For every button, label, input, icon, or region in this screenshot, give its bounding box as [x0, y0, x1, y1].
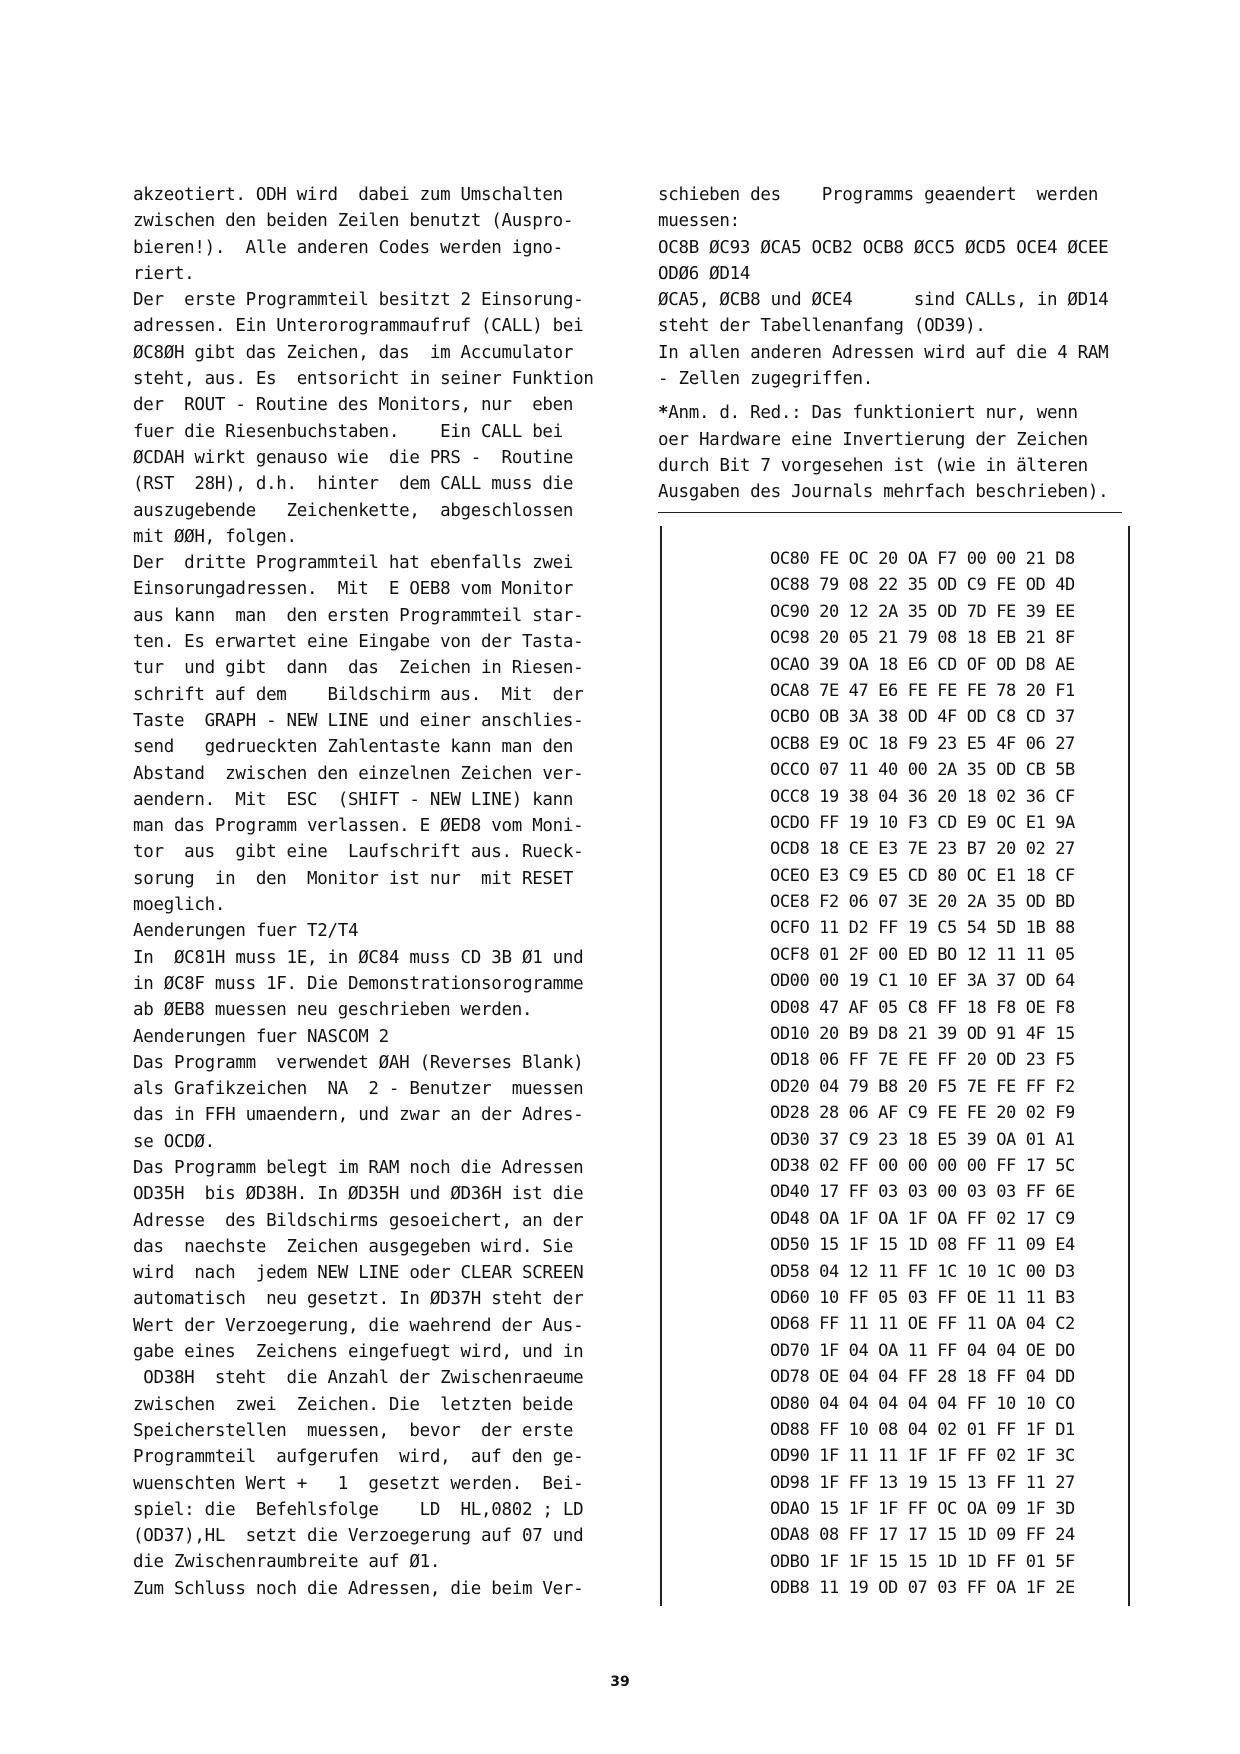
text-line: ØCA5, ØCB8 und ØCE4 sind CALLs, in ØD14 [658, 290, 1109, 311]
right-text-column [658, 182, 1130, 506]
text-line: zwischen den beiden Zeilen benutzt (Auspro- [133, 211, 574, 232]
text-line: ten. Es erwartet eine Eingabe von der Tasta- [133, 632, 584, 653]
hex-row: OD80 04 04 04 04 04 FF 10 10 CO [770, 1393, 1075, 1414]
text-line: (RST 28H), d.h. hinter dem CALL muss die [133, 474, 574, 495]
text-line: In allen anderen Adressen wird auf die 4 RAM [658, 342, 1109, 363]
note-line: Anm. d. Red.: Das funktioniert nur, wenn [668, 403, 1078, 424]
text-line: OD35H bis ØD38H. In ØD35H und ØD36H ist die [133, 1184, 584, 1205]
text-line: Aenderungen fuer NASCOM 2 [133, 1026, 389, 1047]
text-line: sorung in den Monitor ist nur mit RESET [133, 868, 574, 889]
text-line: fuer die Riesenbuchstaben. Ein CALL bei [133, 421, 563, 442]
hex-row: OCC8 19 38 04 36 20 18 02 36 CF [770, 786, 1075, 807]
text-line: Adresse des Bildschirms gesoeichert, an der [133, 1210, 584, 1231]
text-line: wird nach jedem NEW LINE oder CLEAR SCREEN [133, 1263, 584, 1284]
hex-row: OD10 20 B9 D8 21 39 OD 91 4F 15 [770, 1024, 1075, 1045]
text-line: muessen: [658, 211, 740, 232]
note-line-row [658, 479, 1130, 505]
page-number: 39 [610, 1674, 630, 1690]
left-text-column [133, 182, 613, 1602]
text-line: wuenschten Wert + 1 gesetzt werden. Bei- [133, 1473, 584, 1494]
hex-row: OD88 FF 10 08 04 02 01 FF 1F D1 [770, 1419, 1075, 1440]
text-line: ODØ6 ØD14 [658, 263, 751, 284]
text-line: die Zwischenraumbreite auf Ø1. [133, 1552, 441, 1573]
hex-row: OD18 06 FF 7E FE FF 20 OD 23 F5 [770, 1050, 1075, 1071]
text-line: se OCDØ. [133, 1131, 215, 1152]
hex-row: OCB8 E9 OC 18 F9 23 E5 4F 06 27 [770, 733, 1075, 754]
hex-row: ODBO 1F 1F 15 15 1D 1D FF 01 5F [770, 1551, 1075, 1572]
text-line: moeglich. [133, 895, 226, 916]
hex-row: OD48 OA 1F OA 1F OA FF 02 17 C9 [770, 1208, 1075, 1229]
hex-row: OD20 04 79 B8 20 F5 7E FE FF F2 [770, 1076, 1075, 1097]
text-line: mit ØØH, folgen. [133, 526, 297, 547]
text-line: (OD37),HL setzt die Verzoegerung auf 07 und [133, 1526, 584, 1547]
text-line: Abstand zwischen den einzelnen Zeichen ver- [133, 763, 584, 784]
hex-row: OD00 00 19 C1 10 EF 3A 37 OD 64 [770, 971, 1075, 992]
hex-row: OCE8 F2 06 07 3E 20 2A 35 OD BD [770, 892, 1075, 913]
text-line: bieren!). Alle anderen Codes werden igno- [133, 237, 563, 258]
text-line: gabe eines Zeichens eingefuegt wird, und in [133, 1342, 584, 1363]
text-line: aus kann man den ersten Programmteil star- [133, 605, 584, 626]
text-line: spiel: die Befehlsfolge LD HL,0802 ; LD [133, 1499, 584, 1520]
note-line-row [658, 453, 1130, 479]
text-line: als Grafikzeichen NA 2 - Benutzer muessen [133, 1079, 584, 1100]
text-line: auszugebende Zeichenkette, abgeschlossen [133, 500, 574, 521]
divider-line [658, 512, 1122, 513]
hex-row: OCEO E3 C9 E5 CD 80 OC E1 18 CF [770, 865, 1075, 886]
text-line: OC8B ØC93 ØCA5 OCB2 OCB8 ØCC5 ØCD5 OCE4 ØCEE [658, 237, 1109, 258]
text-line: aendern. Mit ESC (SHIFT - NEW LINE) kann [133, 789, 574, 810]
text-line: akzeotiert. ODH wird dabei zum Umschalten [133, 185, 563, 205]
text-line: ØC8ØH gibt das Zeichen, das im Accumulator [133, 342, 574, 363]
text-line: tor aus gibt eine Laufschrift aus. Rueck- [133, 842, 584, 863]
text-line: Der erste Programmteil besitzt 2 Einsorung- [133, 290, 584, 311]
text-line: man das Programm verlassen. E ØED8 vom Moni- [133, 816, 584, 837]
text-line: Programmteil aufgerufen wird, auf den ge- [133, 1447, 584, 1468]
hex-row: OD60 10 FF 05 03 FF OE 11 11 B3 [770, 1287, 1075, 1308]
text-line: automatisch neu gesetzt. In ØD37H steht der [133, 1289, 584, 1310]
hex-row: OC98 20 05 21 79 08 18 EB 21 8F [770, 628, 1075, 649]
note-line-row [658, 427, 1130, 453]
text-line: Einsorungadressen. Mit E OEB8 vom Monitor [133, 579, 574, 600]
hex-row: OCBO OB 3A 38 OD 4F OD C8 CD 37 [770, 707, 1075, 728]
text-line: ØCDAH wirkt genauso wie die PRS - Routine [133, 447, 574, 468]
text-line: Das Programm verwendet ØAH (Reverses Blank) [133, 1052, 584, 1073]
hex-row: OCA8 7E 47 E6 FE FE FE 78 20 F1 [770, 680, 1075, 701]
hex-row: OD30 37 C9 23 18 E5 39 OA 01 A1 [770, 1129, 1075, 1150]
text-line: tur und gibt dann das Zeichen in Riesen- [133, 658, 584, 679]
text-line: steht der Tabellenanfang (OD39). [658, 316, 986, 337]
note-marker: * [658, 403, 669, 424]
text-line: - Zellen zugegriffen. [658, 369, 873, 390]
text-line: riert. [133, 263, 195, 284]
hex-row: OD68 FF 11 11 OE FF 11 OA 04 C2 [770, 1314, 1075, 1335]
note-line: oer Hardware eine Invertierung der Zeichen [658, 429, 1088, 450]
hex-dump-listing [770, 546, 1075, 1602]
text-line: in ØC8F muss 1F. Die Demonstrationsorogramme [133, 973, 584, 994]
text-line: adressen. Ein Unterorogrammaufruf (CALL) bei [133, 316, 584, 337]
text-line: In ØC81H muss 1E, in ØC84 muss CD 3B Ø1 und [133, 947, 584, 968]
hex-row: OD28 28 06 AF C9 FE FE 20 02 F9 [770, 1103, 1075, 1124]
hex-row: OD58 04 12 11 FF 1C 10 1C 00 D3 [770, 1261, 1075, 1282]
text-line: Wert der Verzoegerung, die waehrend der Aus- [133, 1315, 584, 1336]
text-line: zwischen zwei Zeichen. Die letzten beide [133, 1394, 574, 1415]
text-line: schieben des Programms geaendert werden [658, 185, 1099, 205]
hex-row: OD78 OE 04 04 FF 28 18 FF 04 DD [770, 1367, 1075, 1388]
text-line: ab ØEB8 muessen neu geschrieben werden. [133, 1000, 533, 1021]
hex-row: OC80 FE OC 20 OA F7 00 00 21 D8 [770, 549, 1075, 569]
text-line: Aenderungen fuer T2/T4 [133, 921, 359, 942]
address-list-paragraph [658, 182, 1130, 392]
hex-row: OD40 17 FF 03 03 00 03 03 FF 6E [770, 1182, 1075, 1203]
hex-row: OD08 47 AF 05 C8 FF 18 F8 OE F8 [770, 997, 1075, 1018]
note-line: Ausgaben des Journals mehrfach beschrieben). [658, 482, 1109, 503]
text-line: send gedrueckten Zahlentaste kann man den [133, 737, 574, 758]
editor-note [658, 400, 1130, 505]
text-line: Zum Schluss noch die Adressen, die beim Ver- [133, 1578, 584, 1599]
hex-row: OC88 79 08 22 35 OD C9 FE OD 4D [770, 575, 1075, 596]
text-line: schrift auf dem Bildschirm aus. Mit der [133, 684, 584, 705]
text-line: das in FFH umaendern, und zwar an der Adres- [133, 1105, 584, 1126]
hex-row: OD70 1F 04 OA 11 FF 04 04 OE DO [770, 1340, 1075, 1361]
hex-row: ODA8 08 FF 17 17 15 1D 09 FF 24 [770, 1525, 1075, 1546]
hex-row: OCD8 18 CE E3 7E 23 B7 20 02 27 [770, 839, 1075, 860]
hex-row: OCDO FF 19 10 F3 CD E9 OC E1 9A [770, 812, 1075, 833]
hex-row: OCFO 11 D2 FF 19 C5 54 5D 1B 88 [770, 918, 1075, 939]
text-line: steht, aus. Es entsoricht in seiner Funktion [133, 369, 594, 390]
hex-dump-box [660, 526, 1130, 1606]
hex-row: OD50 15 1F 15 1D 08 FF 11 09 E4 [770, 1235, 1075, 1256]
note-line-row [658, 400, 1130, 426]
text-line: OD38H steht die Anzahl der Zwischenraeume [133, 1368, 584, 1389]
text-line: Taste GRAPH - NEW LINE und einer anschlies- [133, 710, 584, 731]
note-line: durch Bit 7 vorgesehen ist (wie in älteren [658, 455, 1088, 476]
hex-row: OCF8 01 2F 00 ED BO 12 11 11 05 [770, 944, 1075, 965]
hex-row: OCAO 39 OA 18 E6 CD OF OD D8 AE [770, 654, 1075, 675]
hex-row: OD98 1F FF 13 19 15 13 FF 11 27 [770, 1472, 1075, 1493]
text-line: Der dritte Programmteil hat ebenfalls zwei [133, 553, 574, 574]
hex-row: OD38 02 FF 00 00 00 00 FF 17 5C [770, 1155, 1075, 1176]
text-line: das naechste Zeichen ausgegeben wird. Sie [133, 1236, 574, 1257]
text-line: Das Programm belegt im RAM noch die Adressen [133, 1157, 584, 1178]
hex-row: OC90 20 12 2A 35 OD 7D FE 39 EE [770, 601, 1075, 622]
text-line: Speicherstellen muessen, bevor der erste [133, 1420, 574, 1441]
hex-row: OD90 1F 11 11 1F 1F FF 02 1F 3C [770, 1446, 1075, 1467]
hex-row: ODB8 11 19 OD 07 03 FF OA 1F 2E [770, 1578, 1075, 1599]
text-line: der ROUT - Routine des Monitors, nur eben [133, 395, 574, 416]
hex-row: ODAO 15 1F 1F FF OC OA 09 1F 3D [770, 1499, 1075, 1520]
hex-row: OCCO 07 11 40 00 2A 35 OD CB 5B [770, 760, 1075, 781]
